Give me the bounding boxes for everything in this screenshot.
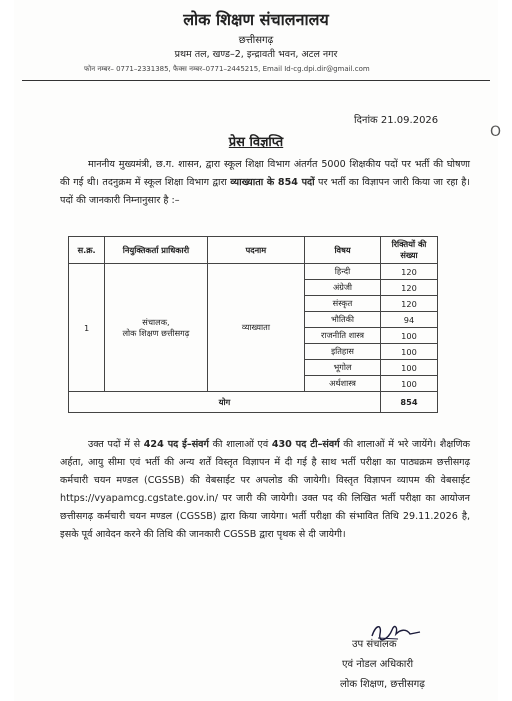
count-cell: 120 xyxy=(380,280,437,296)
count-cell: 100 xyxy=(380,344,437,360)
count-cell: 100 xyxy=(380,376,437,392)
highlight-posts: व्याख्याता के 854 पदों xyxy=(230,177,315,188)
count-cell: 120 xyxy=(380,296,437,312)
table-row xyxy=(69,264,438,280)
signatory-title: उप संचालक xyxy=(352,639,397,650)
office-contact: फोन नम्बर– 0771–2331385, फैक्स नम्बर–0771–2445215, Email Id-cg.dpi.dir@gmail.com xyxy=(84,65,370,73)
col-vacancies: रिक्तियों की संख्या xyxy=(380,237,437,264)
col-authority: नियुक्तिकर्ता प्राधिकारी xyxy=(105,237,208,264)
count-cell: 94 xyxy=(380,312,437,328)
count-cell: 120 xyxy=(380,264,437,280)
press-heading: प्रेस विज्ञप्ति xyxy=(228,135,284,150)
header-divider xyxy=(22,80,490,81)
office-state: छत्तीसगढ़ xyxy=(238,35,274,46)
subject-cell: अंग्रेजी xyxy=(305,280,381,296)
subject-cell: हिन्दी xyxy=(305,264,381,280)
subject-cell: भौतिकी xyxy=(305,312,381,328)
subject-cell: राजनीति शास्त्र xyxy=(305,328,381,344)
subject-cell: संस्कृत xyxy=(305,296,381,312)
office-title: लोक शिक्षण संचालनालय xyxy=(183,10,329,29)
document-page xyxy=(14,0,502,701)
count-cell: 100 xyxy=(380,328,437,344)
total-value: 854 xyxy=(380,392,437,413)
total-label: योग xyxy=(69,392,381,413)
table-header-row xyxy=(69,237,438,264)
subject-cell: भूगोल xyxy=(305,360,381,376)
signatory-role: एवं नोडल अधिकारी xyxy=(342,659,414,670)
serial-cell: 1 xyxy=(69,264,105,392)
margin-mark: O xyxy=(490,124,502,140)
col-post: पदनाम xyxy=(207,237,304,264)
office-address: प्रथम तल, खण्ड–2, इन्द्रावती भवन, अटल नगर xyxy=(174,49,338,60)
subject-cell: इतिहास xyxy=(305,344,381,360)
col-serial: स.क्र. xyxy=(69,237,105,264)
intro-paragraph: माननीय मुख्यमंत्री, छ.ग. शासन, द्वारा स्कूल शिक्षा विभाग अंतर्गत 5000 शिक्षकीय पदों पर भर्ती की घोषणा की गई थी। तदनुक्रम में स्कूल शिक्षा विभाग द्वारा व्याख्याता के 854 पदों पर भर्ती का विज्ञापन जारी किया जा रहा है। पदों की जानकारी निम्नानुसार है :– xyxy=(60,159,470,206)
details-paragraph: उक्त पदों में से 424 पद ई–संवर्ग की शालाओं एवं 430 पद टी–संवर्ग की शालाओं में भरे जायेंगे। शैक्षणिक अर्हता, आयु सीमा एवं भर्ती की अन्य शर्तें विस्तृत विज्ञापन में दी गई है साथ भर्ती परीक्षा का पाठ्यक्रम छत्तीसगढ़ कर्मचारी चयन मण्डल (CGSSB) की वेबसाईट पर अपलोड की जायेगी। विस्तृत विज्ञापन व्यापम की वेबसाईट https://vyapamcg.cgstate.gov.in/ पर जारी की जायेगी। उक्त पद की लिखित भर्ती परीक्षा का आयोजन छत्तीसगढ़ कर्मचारी चयन मण्डल (CGSSB) द्वारा किया जायेगा। भर्ती परीक्षा की संभावित तिथि 29.11.2026 है, इसके पूर्व आवेदन करने की तिथि की जानकारी CGSSB द्वारा पृथक से दी जायेगी। xyxy=(60,439,470,540)
post-cell: व्याख्याता xyxy=(207,264,304,392)
highlight-t-cadre: 430 पद टी–संवर्ग xyxy=(271,439,340,450)
signatory-office: लोक शिक्षण, छत्तीसगढ़ xyxy=(340,679,425,690)
date-line: दिनांक 21.09.2026 xyxy=(354,115,439,126)
subject-cell: अर्थशास्त्र xyxy=(305,376,381,392)
table-total-row xyxy=(69,392,438,413)
col-subject: विषय xyxy=(305,237,381,264)
count-cell: 100 xyxy=(380,360,437,376)
authority-cell: संचालक, लोक शिक्षण छत्तीसगढ़ xyxy=(105,264,208,392)
posts-table xyxy=(68,236,438,413)
highlight-e-cadre: 424 पद ई–संवर्ग xyxy=(143,439,209,450)
